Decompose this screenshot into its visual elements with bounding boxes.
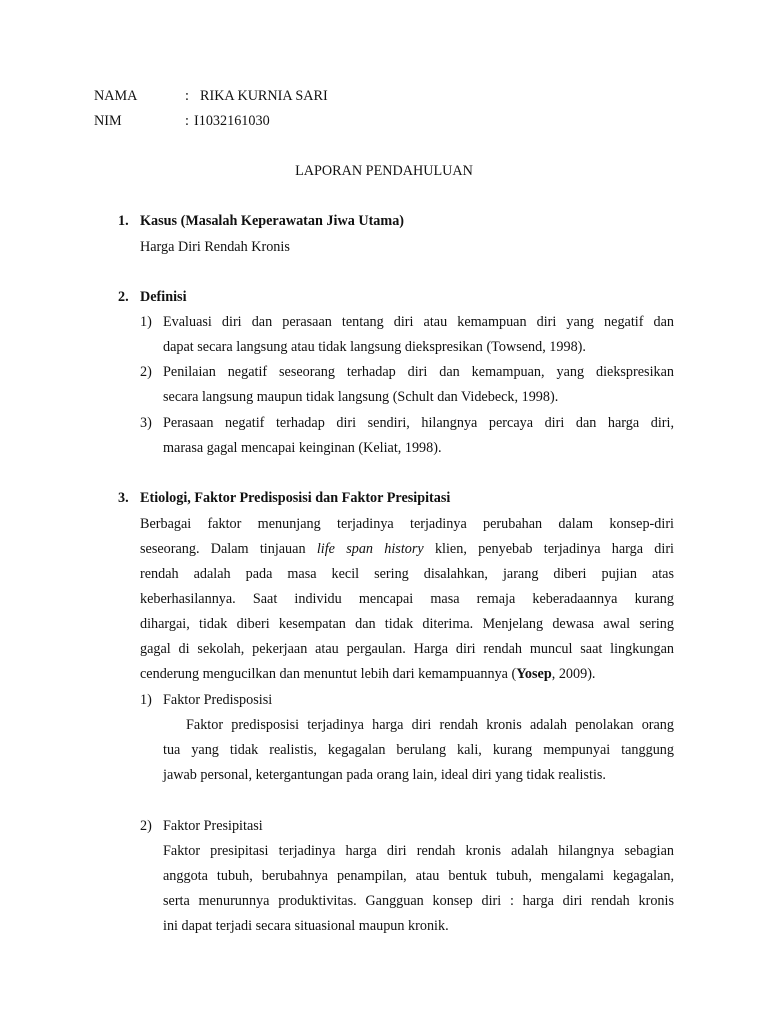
definition-item-number: 2)	[140, 364, 152, 380]
subsection-title: Faktor Predisposisi	[163, 692, 273, 708]
nama-label: NAMA	[94, 88, 138, 104]
definition-item-line: marasa gagal mencapai keinginan (Keliat, 1998).	[163, 440, 442, 456]
citation-author: Yosep	[516, 666, 552, 682]
nama-separator: :	[185, 88, 189, 104]
definition-item-line: Perasaan negatif terhadap diri sendiri, hilangnya percaya diri dan harga diri,	[163, 415, 674, 431]
nim-separator: :	[185, 113, 189, 129]
section3-number: 3.	[118, 490, 129, 506]
section3-heading: Etiologi, Faktor Predisposisi dan Faktor Presipitasi	[140, 490, 451, 506]
section1-heading: Kasus (Masalah Keperawatan Jiwa Utama)	[140, 213, 405, 229]
nim-label: NIM	[94, 113, 122, 129]
paragraph-line: keberhasilannya. Saat individu mencapai masa remaja keberadaannya kurang	[140, 591, 674, 607]
subsection-line: Faktor presipitasi terjadinya harga diri rendah kronis adalah hilangnya sebagian	[163, 843, 674, 859]
definition-item-line: Penilaian negatif seseorang terhadap diri dan kemampuan, yang diekspresikan	[163, 364, 674, 380]
paragraph-line: Berbagai faktor menunjang terjadinya terjadinya perubahan dalam konsep-diri	[140, 516, 674, 532]
paragraph-line: dihargai, tidak diberi kesempatan dan tidak diterima. Menjelang dewasa awal sering	[140, 616, 674, 632]
subsection-number: 1)	[140, 692, 152, 708]
nim-value: I1032161030	[194, 113, 270, 129]
paragraph-line: rendah adalah pada masa kecil sering disalahkan, jarang diberi pujian atas	[140, 566, 674, 582]
paragraph-line: cenderung mengucilkan dan menuntut lebih dari kemampuannya (Yosep, 2009).	[140, 666, 596, 682]
section2-number: 2.	[118, 289, 129, 305]
paragraph-line: seseorang. Dalam tinjauan life span history klien, penyebab terjadinya harga diri	[140, 541, 674, 557]
subsection-title: Faktor Presipitasi	[163, 818, 263, 834]
subsection-line: ini dapat terjadi secara situasional maupun kronik.	[163, 918, 449, 934]
subsection-line: Faktor predisposisi terjadinya harga diri rendah kronis adalah penolakan orang	[186, 717, 674, 733]
definition-item-line: dapat secara langsung atau tidak langsung diekspresikan (Towsend, 1998).	[163, 339, 586, 355]
subsection-line: anggota tubuh, berubahnya penampilan, atau bentuk tubuh, mengalami kegagalan,	[163, 868, 674, 884]
subsection-line: tua yang tidak realistis, kegagalan berulang kali, kurang mempunyai tanggung	[163, 742, 674, 758]
definition-item-line: Evaluasi diri dan perasaan tentang diri atau kemampuan diri yang negatif dan	[163, 314, 674, 330]
definition-item-number: 3)	[140, 415, 152, 431]
subsection-line: serta menurunnya produktivitas. Gangguan konsep diri : harga diri rendah kronis	[163, 893, 674, 909]
nama-value: RIKA KURNIA SARI	[200, 88, 328, 104]
section1-number: 1.	[118, 213, 129, 229]
section2-heading: Definisi	[140, 289, 187, 305]
subsection-number: 2)	[140, 818, 152, 834]
paragraph-line: gagal di sekolah, pekerjaan atau pergaulan. Harga diri rendah muncul saat lingkungan	[140, 641, 674, 657]
section1-body: Harga Diri Rendah Kronis	[140, 239, 290, 255]
definition-item-number: 1)	[140, 314, 152, 330]
subsection-line: jawab personal, ketergantungan pada orang lain, ideal diri yang tidak realistis.	[163, 767, 606, 783]
definition-item-line: secara langsung maupun tidak langsung (Schult dan Videbeck, 1998).	[163, 389, 559, 405]
document-title: LAPORAN PENDAHULUAN	[295, 163, 473, 179]
